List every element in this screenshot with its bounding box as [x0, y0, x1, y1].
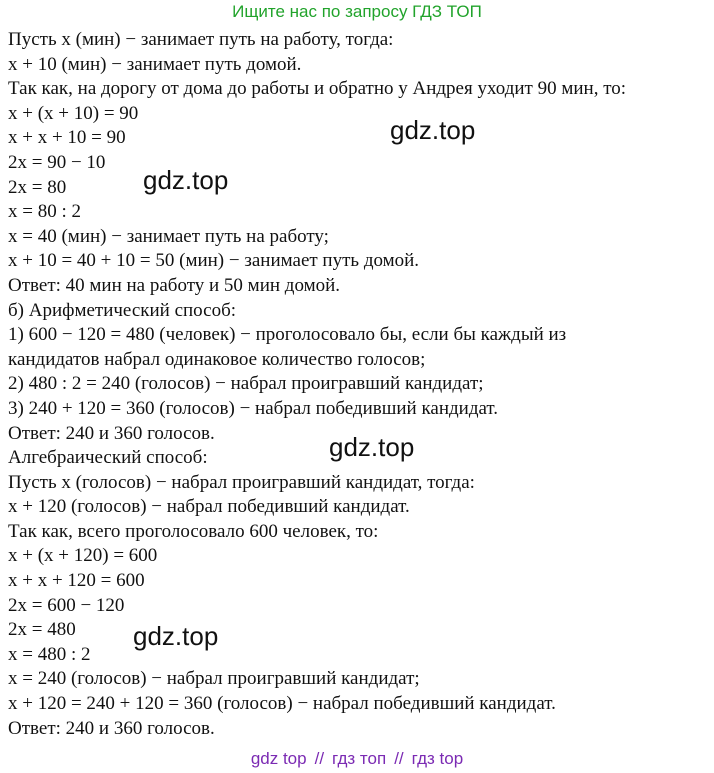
- text-line: x = 240 (голосов) − набрал проигравший кандидат;: [8, 668, 420, 690]
- text-line: x + 120 (голосов) − набрал победивший кандидат.: [8, 496, 410, 518]
- equation-line: 2x = 90 − 10: [8, 151, 106, 173]
- solution-text: [8, 28, 708, 741]
- text-line: Пусть x (голосов) − набрал проигравший кандидат, тогда:: [8, 471, 475, 493]
- text-line: 2) 480 : 2 = 240 (голосов) − набрал проигравший кандидат;: [8, 373, 484, 395]
- equation-line: x = 480 : 2: [8, 643, 91, 665]
- equation-line: x + (x + 10) = 90: [8, 102, 139, 124]
- answer-line: Ответ: 40 мин на работу и 50 мин домой.: [8, 274, 341, 296]
- footer-link-gdz-top[interactable]: gdz top: [250, 749, 307, 768]
- answer-line: Ответ: 240 и 360 голосов.: [8, 717, 215, 739]
- text-line: кандидатов набрал одинаковое количество голосов;: [8, 348, 426, 370]
- text-line: Так как, всего проголосовало 600 человек, то:: [8, 520, 379, 542]
- section-heading: Алгебраический способ:: [8, 447, 208, 469]
- text-line: x = 40 (мин) − занимает путь на работу;: [8, 225, 329, 247]
- answer-line: Ответ: 240 и 360 голосов.: [8, 422, 215, 444]
- top-banner[interactable]: Ищите нас по запросу ГДЗ ТОП: [232, 2, 482, 21]
- watermark: gdz.top: [390, 115, 476, 145]
- text-line: Пусть x (мин) − занимает путь на работу, тогда:: [8, 29, 394, 50]
- text-line: 3) 240 + 120 = 360 (голосов) − набрал победивший кандидат.: [8, 397, 499, 419]
- equation-line: x + x + 10 = 90: [8, 127, 126, 149]
- equation-line: x = 80 : 2: [8, 201, 81, 223]
- section-heading: б) Арифметический способ:: [8, 299, 237, 321]
- equation-line: x + (x + 120) = 600: [8, 545, 158, 567]
- footer-link-gdz-top-mixed[interactable]: гдз top: [411, 749, 464, 768]
- text-line: x + 10 = 40 + 10 = 50 (мин) − занимает путь домой.: [8, 250, 420, 272]
- equation-line: x + x + 120 = 600: [8, 570, 145, 592]
- footer-separator: //: [314, 749, 325, 768]
- text-line: 1) 600 − 120 = 480 (человек) − проголосовало бы, если бы каждый из: [8, 324, 567, 346]
- text-line: x + 120 = 240 + 120 = 360 (голосов) − набрал победивший кандидат.: [8, 693, 556, 715]
- footer-link-gdz-top-ru[interactable]: гдз топ: [332, 749, 387, 768]
- watermark: gdz.top: [329, 432, 415, 462]
- equation-line: 2x = 600 − 120: [8, 594, 125, 616]
- text-line: x + 10 (мин) − занимает путь домой.: [8, 53, 302, 75]
- equation-line: 2x = 80: [8, 176, 67, 198]
- watermark: gdz.top: [133, 621, 219, 651]
- footer-links: [0, 746, 714, 772]
- text-line: Так как, на дорогу от дома до работы и обратно у Андрея уходит 90 мин, то:: [8, 78, 627, 100]
- equation-line: 2x = 480: [8, 619, 76, 641]
- footer-separator: //: [394, 749, 404, 768]
- watermark: gdz.top: [143, 165, 229, 195]
